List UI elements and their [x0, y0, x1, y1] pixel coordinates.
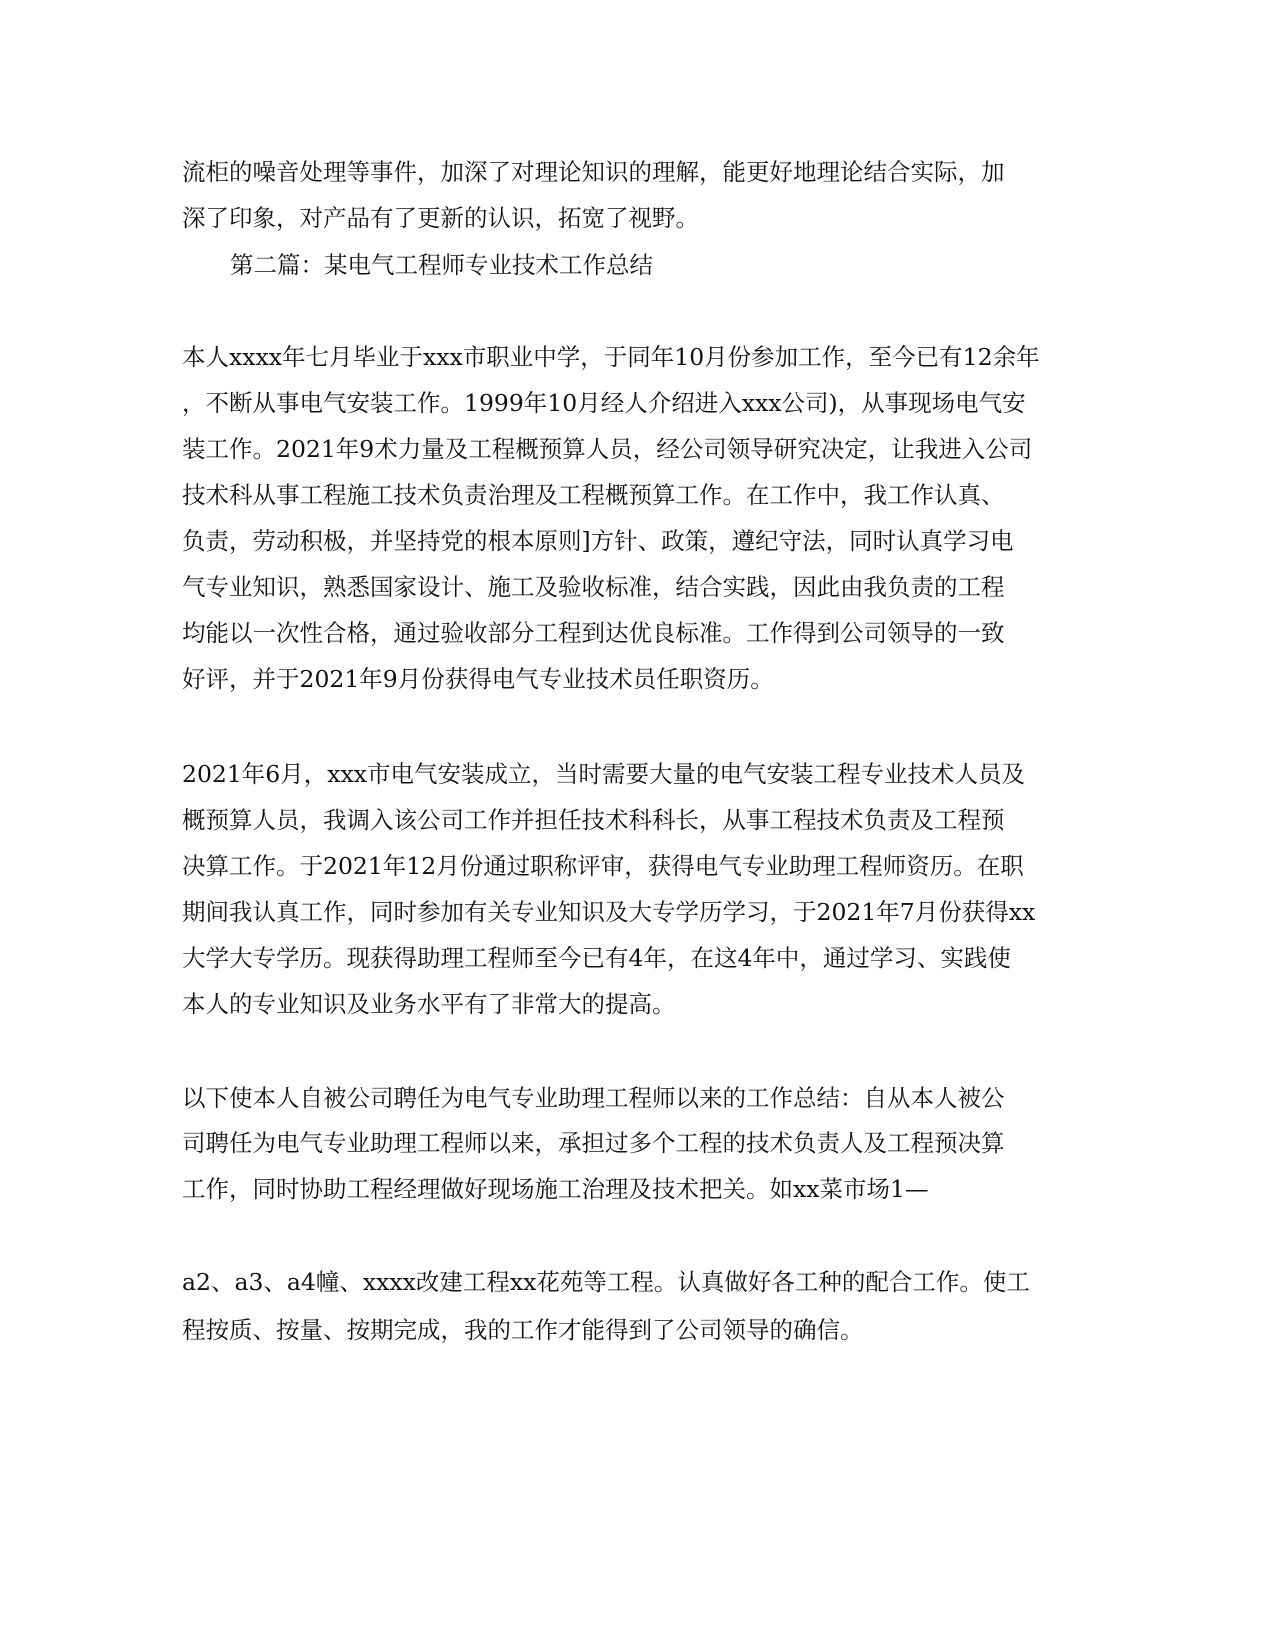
text-line: ，不断从事电气安装工作。1999年10月经人介绍进入xxx公司)，从事现场电气安 [182, 389, 1026, 417]
text-line: 期间我认真工作，同时参加有关专业知识及大专学历学习，于2021年7月份获得xx [182, 898, 1036, 926]
text-line: 以下使本人自被公司聘任为电气专业助理工程师以来的工作总结：自从本人被公 [182, 1084, 1005, 1112]
text-line: 装工作。2021年9术力量及工程概预算人员，经公司领导研究决定，让我进入公司 [182, 435, 1033, 463]
text-line: 气专业知识，熟悉国家设计、施工及验收标准，结合实践，因此由我负责的工程 [182, 573, 1005, 601]
text-line: 好评，并于2021年9月份获得电气专业技术员任职资历。 [182, 665, 774, 693]
section-heading: 第二篇：某电气工程师专业技术工作总结 [230, 251, 653, 279]
text-line: 流柜的噪音处理等事件，加深了对理论知识的理解，能更好地理论结合实际，加 [182, 158, 1005, 186]
text-line: 大学大专学历。现获得助理工程师至今已有4年，在这4年中，通过学习、实践使 [182, 944, 1011, 972]
text-line: 概预算人员，我调入该公司工作并担任技术科科长，从事工程技术负责及工程预 [182, 806, 1005, 834]
text-line: 本人xxxx年七月毕业于xxx市职业中学，于同年10月份参加工作，至今已有12余年 [182, 343, 1040, 371]
text-line: 深了印象，对产品有了更新的认识，拓宽了视野。 [182, 204, 699, 232]
text-line: 司聘任为电气专业助理工程师以来，承担过多个工程的技术负责人及工程预决算 [182, 1129, 1005, 1157]
text-line: 2021年6月，xxx市电气安装成立，当时需要大量的电气安装工程专业技术人员及 [182, 760, 1026, 788]
text-line: 程按质、按量、按期完成，我的工作才能得到了公司领导的确信。 [182, 1316, 864, 1344]
text-line: a2、a3、a4幢、xxxx改建工程xx花苑等工程。认真做好各工种的配合工作。使工 [182, 1268, 1030, 1296]
text-line: 负责，劳动积极，并坚持党的根本原则]方针、政策，遵纪守法，同时认真学习电 [182, 527, 1014, 555]
text-line: 本人的专业知识及业务水平有了非常大的提高。 [182, 990, 676, 1018]
text-line: 技术科从事工程施工技术负责治理及工程概预算工作。在工作中，我工作认真、 [182, 481, 1005, 509]
text-line: 决算工作。于2021年12月份通过职称评审，获得电气专业助理工程师资历。在职 [182, 852, 1024, 880]
text-line: 工作，同时协助工程经理做好现场施工治理及技术把关。如xx菜市场1— [182, 1175, 929, 1203]
text-line: 均能以一次性合格，通过验收部分工程到达优良标准。工作得到公司领导的一致 [182, 619, 1005, 647]
